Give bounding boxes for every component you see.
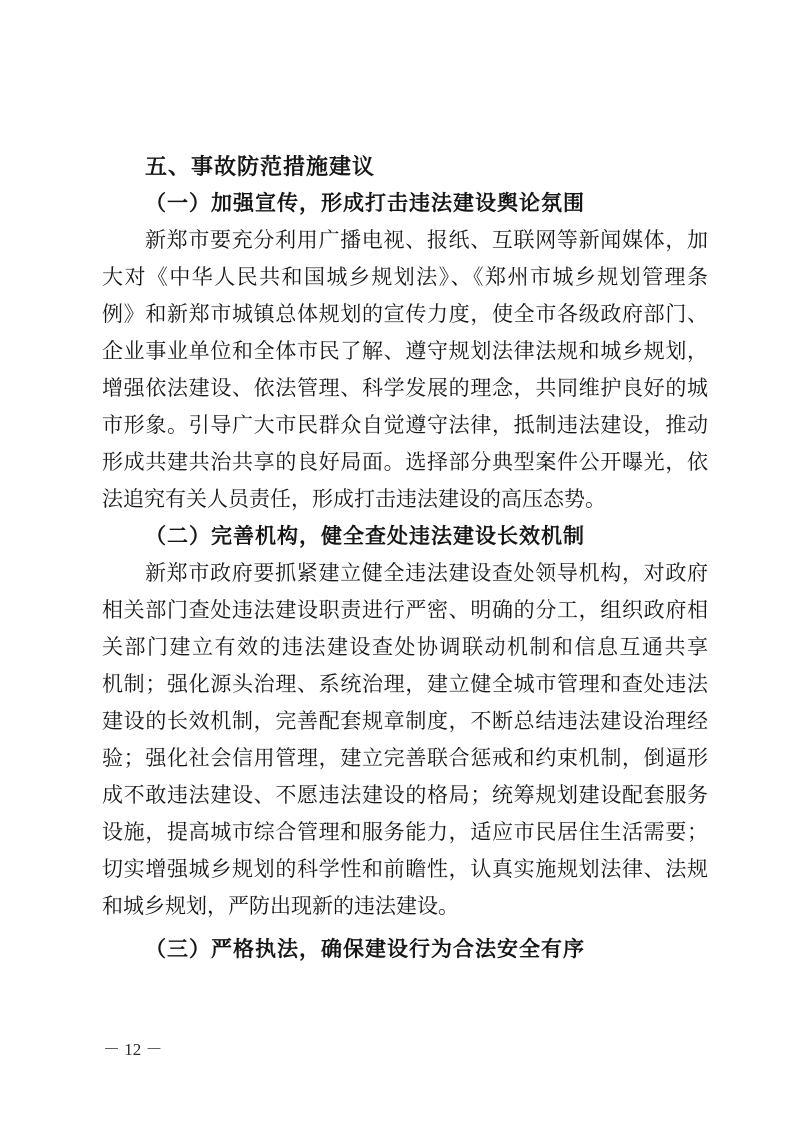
paragraph-line: 新郑市政府要抓紧建立健全违法建设查处领导机构，对政府 — [145, 561, 708, 585]
paragraph-line: 增强依法建设、依法管理、科学发展的理念，共同维护良好的城 — [102, 376, 708, 400]
paragraph-line: 大对《中华人民共和国城乡规划法》、《郑州市城乡规划管理条 — [102, 265, 708, 289]
page-number: － 12 － — [103, 1040, 163, 1059]
paragraph-line: 关部门建立有效的违法建设查处协调联动机制和信息互通共享 — [102, 635, 708, 659]
paragraph-line: 相关部门查处违法建设职责进行严密、明确的分工，组织政府相 — [102, 598, 708, 622]
paragraph-line: 和城乡规划，严防出现新的违法建设。 — [102, 894, 459, 918]
paragraph-line: 成不敢违法建设、不愿违法建设的格局；统筹规划建设配套服务 — [102, 783, 708, 807]
section-title: 五、事故防范措施建议 — [145, 154, 376, 179]
paragraph-line: 机制；强化源头治理、系统治理，建立健全城市管理和查处违法 — [102, 672, 708, 696]
paragraph-line: 例》和新郑市城镇总体规划的宣传力度，使全市各级政府部门、 — [102, 302, 708, 326]
subsection-3-heading: （三）严格执法，确保建设行为合法安全有序 — [145, 937, 585, 961]
paragraph-line: 企业事业单位和全体市民了解、遵守规划法律法规和城乡规划， — [102, 339, 708, 363]
paragraph-line: 切实增强城乡规划的科学性和前瞻性，认真实施规划法律、法规 — [102, 857, 708, 881]
subsection-2-heading: （二）完善机构，健全查处违法建设长效机制 — [145, 524, 585, 548]
document-body — [102, 148, 708, 968]
subsection-1-heading: （一）加强宣传，形成打击违法建设舆论氛围 — [145, 191, 585, 215]
paragraph-line: 法追究有关人员责任，形成打击违法建设的高压态势。 — [102, 487, 606, 511]
paragraph-line: 设施，提高城市综合管理和服务能力，适应市民居住生活需要； — [102, 820, 708, 844]
paragraph-line: 验；强化社会信用管理，建立完善联合惩戒和约束机制，倒逼形 — [102, 746, 708, 770]
paragraph-line: 新郑市要充分利用广播电视、报纸、互联网等新闻媒体，加 — [145, 228, 708, 252]
paragraph-line: 建设的长效机制，完善配套规章制度，不断总结违法建设治理经 — [102, 709, 708, 733]
paragraph-line: 形成共建共治共享的良好局面。选择部分典型案件公开曝光，依 — [102, 450, 708, 474]
paragraph-line: 市形象。引导广大市民群众自觉遵守法律，抵制违法建设，推动 — [102, 413, 708, 437]
